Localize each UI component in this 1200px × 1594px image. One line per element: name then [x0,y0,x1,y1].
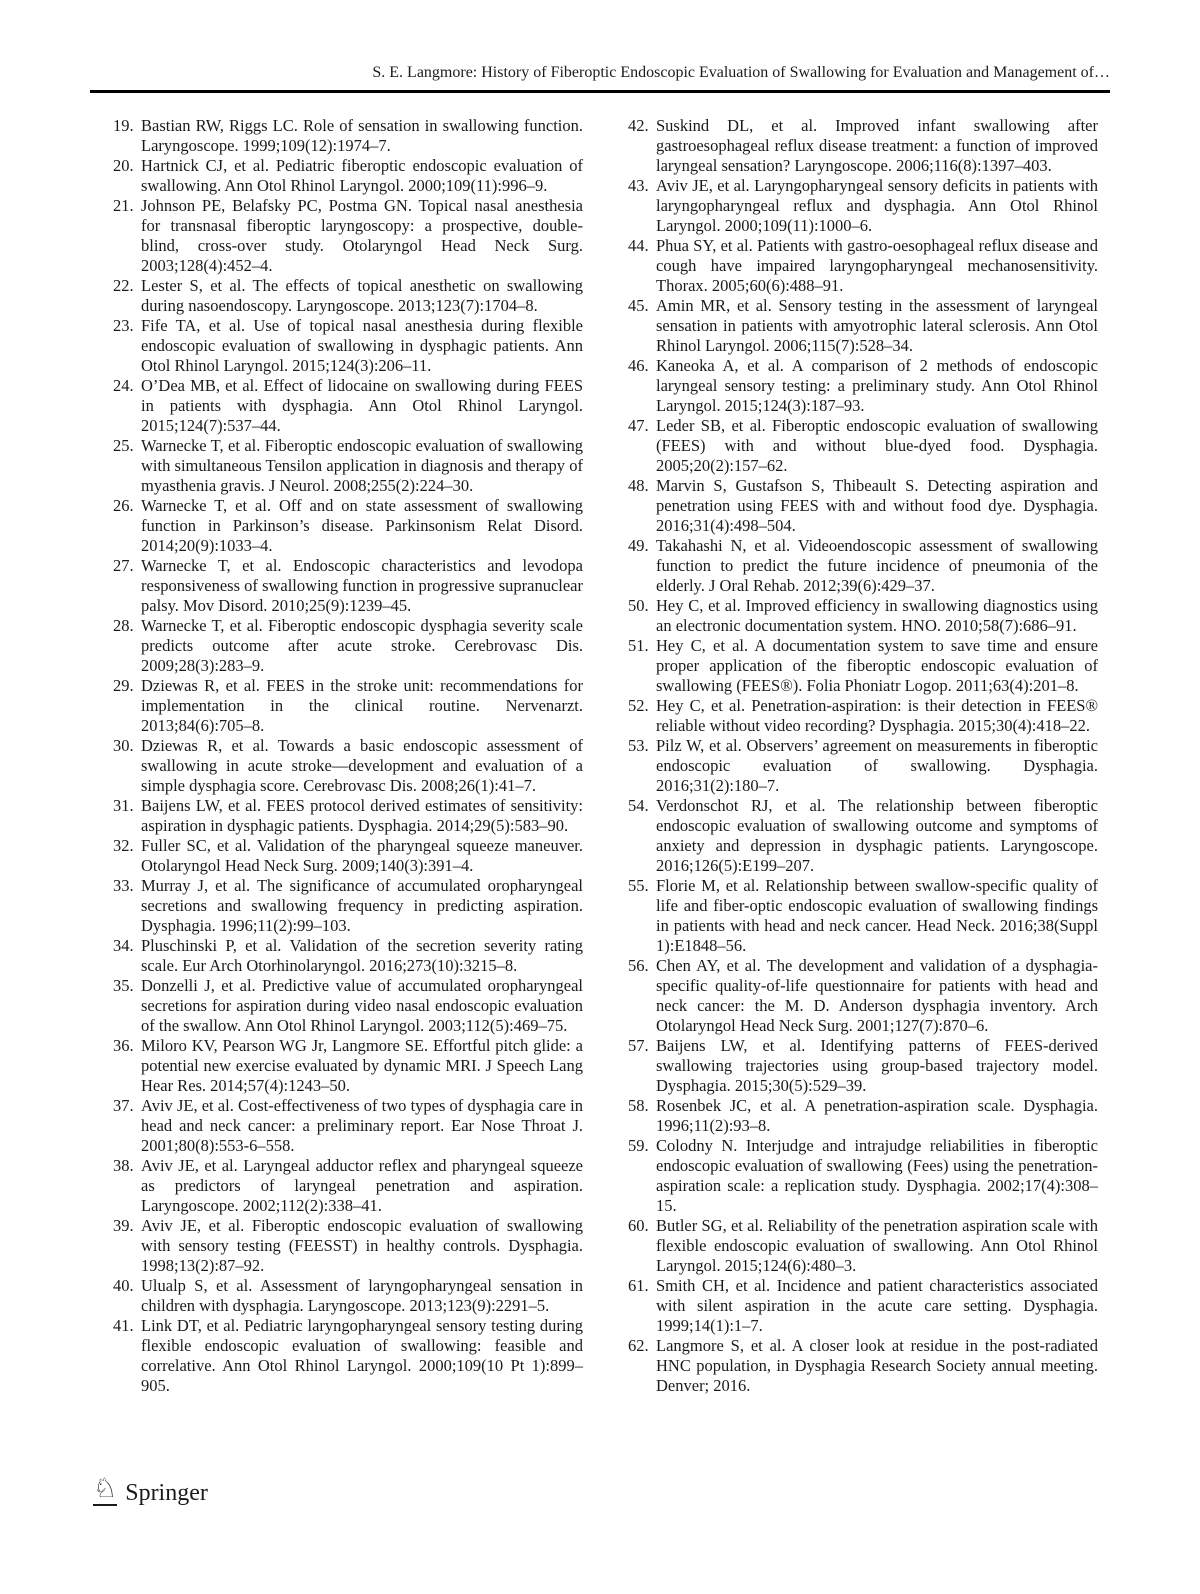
reference-number: 42. [628,116,649,135]
reference-number: 57. [628,1036,649,1055]
reference-number: 34. [113,936,134,955]
reference-item [628,1276,1098,1336]
reference-text: Hey C, et al. Penetration-aspiration: is their detection in FEES® reliable without video recording? Dysphagia. 2015;30(4):418–22. [656,696,1098,735]
reference-text: Suskind DL, et al. Improved infant swallowing after gastroesophageal reflux disease treatment: a function of improved laryngeal sensation? Laryngoscope. 2006;116(8):1397–403. [656,116,1098,175]
reference-text: Lester S, et al. The effects of topical anesthetic on swallowing during nasoendoscopy. Laryngoscope. 2013;123(7):1704–8. [141,276,583,315]
reference-text: Link DT, et al. Pediatric laryngopharyngeal sensory testing during flexible endoscopic evaluation of swallowing: feasible and correlative. Ann Otol Rhinol Laryngol. 2000;109(10 Pt 1):899–905. [141,1316,583,1395]
reference-number: 30. [113,736,134,755]
reference-text: Takahashi N, et al. Videoendoscopic assessment of swallowing function to predict the future incidence of pneumonia of the elderly. J Oral Rehab. 2012;39(6):429–37. [656,536,1098,595]
reference-text: Pluschinski P, et al. Validation of the secretion severity rating scale. Eur Arch Otorhinolaryngol. 2016;273(10):3215–8. [141,936,583,975]
reference-number: 20. [113,156,134,175]
reference-number: 28. [113,616,134,635]
reference-item [113,376,583,436]
springer-knight-icon: ♘ [93,1473,118,1504]
reference-item [113,736,583,796]
reference-item [113,676,583,736]
reference-item [628,876,1098,956]
reference-text: Hartnick CJ, et al. Pediatric fiberoptic endoscopic evaluation of swallowing. Ann Otol Rhinol Laryngol. 2000;109(11):996–9. [141,156,583,195]
reference-text: Hey C, et al. A documentation system to save time and ensure proper application of the fiberoptic endoscopic evaluation of swallowing (FEES®). Folia Phoniatr Logop. 2011;63(4):201–8. [656,636,1098,695]
reference-number: 58. [628,1096,649,1115]
reference-number: 56. [628,956,649,975]
reference-number: 37. [113,1096,134,1115]
reference-number: 50. [628,596,649,615]
reference-item [628,1336,1098,1396]
reference-text: Phua SY, et al. Patients with gastro-oesophageal reflux disease and cough have impaired laryngopharyngeal mechanosensitivity. Thorax. 2005;60(6):488–91. [656,236,1098,295]
reference-item [113,436,583,496]
reference-text: Colodny N. Interjudge and intrajudge reliabilities in fiberoptic endoscopic evaluation of swallowing (Fees) using the penetration-aspiration scale: a replication study. Dysphagia. 2002;17(4):308–15. [656,1136,1098,1215]
reference-item [113,836,583,876]
reference-text: Leder SB, et al. Fiberoptic endoscopic evaluation of swallowing (FEES) with and without blue-dyed food. Dysphagia. 2005;20(2):157–62. [656,416,1098,475]
reference-item [628,116,1098,176]
reference-number: 24. [113,376,134,395]
reference-item [628,1216,1098,1276]
reference-number: 55. [628,876,649,895]
reference-item [628,956,1098,1036]
reference-text: Ulualp S, et al. Assessment of laryngopharyngeal sensation in children with dysphagia. Laryngoscope. 2013;123(9):2291–5. [141,1276,583,1315]
publisher-logo [93,1475,208,1506]
reference-text: Donzelli J, et al. Predictive value of accumulated oropharyngeal secretions for aspiration during video nasal endoscopic evaluation of the swallow. Ann Otol Rhinol Laryngol. 2003;112(5):469–75. [141,976,583,1035]
reference-text: Fife TA, et al. Use of topical nasal anesthesia during flexible endoscopic evaluation of swallowing in dysphagic patients. Ann Otol Rhinol Laryngol. 2015;124(3):206–11. [141,316,583,375]
reference-item [113,1316,583,1396]
reference-number: 23. [113,316,134,335]
reference-item [628,596,1098,636]
reference-item [113,1096,583,1156]
reference-item [113,616,583,676]
reference-number: 51. [628,636,649,655]
reference-item [628,416,1098,476]
reference-item [113,1276,583,1316]
reference-text: Florie M, et al. Relationship between swallow-specific quality of life and fiber-optic endoscopic evaluation of swallowing findings in patients with head and neck cancer. Head Neck. 2016;38(Suppl 1):E1848–56. [656,876,1098,955]
reference-number: 29. [113,676,134,695]
reference-item [628,476,1098,536]
reference-item [113,1036,583,1096]
reference-item [113,1216,583,1276]
reference-number: 39. [113,1216,134,1235]
reference-number: 52. [628,696,649,715]
references-column-right [628,116,1098,1396]
reference-item [628,636,1098,696]
reference-text: Hey C, et al. Improved efficiency in swallowing diagnostics using an electronic documentation system. HNO. 2010;58(7):686–91. [656,596,1098,635]
reference-item [113,876,583,936]
reference-text: Aviv JE, et al. Fiberoptic endoscopic evaluation of swallowing with sensory testing (FEESST) in healthy controls. Dysphagia. 1998;13(2):87–92. [141,1216,583,1275]
reference-number: 32. [113,836,134,855]
reference-number: 36. [113,1036,134,1055]
reference-number: 44. [628,236,649,255]
reference-number: 62. [628,1336,649,1355]
reference-text: Johnson PE, Belafsky PC, Postma GN. Topical nasal anesthesia for transnasal fiberoptic laryngoscopy: a prospective, double-blind, cross-over study. Otolaryngol Head Neck Surg. 2003;128(4):452–4. [141,196,583,275]
publisher-name: Springer [125,1479,208,1506]
reference-text: Miloro KV, Pearson WG Jr, Langmore SE. Effortful pitch glide: a potential new exercise evaluated by dynamic MRI. J Speech Lang Hear Res. 2014;57(4):1243–50. [141,1036,583,1095]
reference-number: 38. [113,1156,134,1175]
reference-text: Aviv JE, et al. Laryngeal adductor reflex and pharyngeal squeeze as predictors of laryngeal penetration and aspiration. Laryngoscope. 2002;112(2):338–41. [141,1156,583,1215]
reference-text: Amin MR, et al. Sensory testing in the assessment of laryngeal sensation in patients with amyotrophic lateral sclerosis. Ann Otol Rhinol Laryngol. 2006;115(7):528–34. [656,296,1098,355]
reference-item [628,536,1098,596]
reference-item [628,736,1098,796]
reference-number: 19. [113,116,134,135]
reference-text: Smith CH, et al. Incidence and patient characteristics associated with silent aspiration in the acute care setting. Dysphagia. 1999;14(1):1–7. [656,1276,1098,1335]
reference-text: Dziewas R, et al. Towards a basic endoscopic assessment of swallowing in acute stroke—development and evaluation of a simple dysphagia score. Cerebrovasc Dis. 2008;26(1):41–7. [141,736,583,795]
reference-item [628,236,1098,296]
reference-text: Murray J, et al. The significance of accumulated oropharyngeal secretions and swallowing frequency in predicting aspiration. Dysphagia. 1996;11(2):99–103. [141,876,583,935]
reference-number: 25. [113,436,134,455]
reference-text: Pilz W, et al. Observers’ agreement on measurements in fiberoptic endoscopic evaluation of swallowing. Dysphagia. 2016;31(2):180–7. [656,736,1098,795]
reference-text: Fuller SC, et al. Validation of the pharyngeal squeeze maneuver. Otolaryngol Head Neck Surg. 2009;140(3):391–4. [141,836,583,875]
reference-text: Marvin S, Gustafson S, Thibeault S. Detecting aspiration and penetration using FEES with and without food dye. Dysphagia. 2016;31(4):498–504. [656,476,1098,535]
reference-text: Baijens LW, et al. Identifying patterns of FEES-derived swallowing trajectories using group-based trajectory model. Dysphagia. 2015;30(5):529–39. [656,1036,1098,1095]
reference-item [628,356,1098,416]
reference-number: 33. [113,876,134,895]
reference-text: Baijens LW, et al. FEES protocol derived estimates of sensitivity: aspiration in dysphagic patients. Dysphagia. 2014;29(5):583–90. [141,796,583,835]
reference-text: Dziewas R, et al. FEES in the stroke unit: recommendations for implementation in the clinical routine. Nervenarzt. 2013;84(6):705–8. [141,676,583,735]
reference-number: 21. [113,196,134,215]
reference-text: Butler SG, et al. Reliability of the penetration aspiration scale with flexible endoscopic evaluation of swallowing. Ann Otol Rhinol Laryngol. 2015;124(6):480–3. [656,1216,1098,1275]
reference-item [628,1036,1098,1096]
reference-item [628,176,1098,236]
reference-number: 27. [113,556,134,575]
reference-number: 41. [113,1316,134,1335]
reference-item [113,196,583,276]
reference-number: 40. [113,1276,134,1295]
reference-text: Langmore S, et al. A closer look at residue in the post-radiated HNC population, in Dysphagia Research Society annual meeting. Denver; 2016. [656,1336,1098,1395]
reference-number: 47. [628,416,649,435]
reference-item [113,936,583,976]
reference-number: 61. [628,1276,649,1295]
reference-text: O’Dea MB, et al. Effect of lidocaine on swallowing during FEES in patients with dysphagia. Ann Otol Rhinol Laryngol. 2015;124(7):537–44. [141,376,583,435]
reference-number: 35. [113,976,134,995]
reference-text: Warnecke T, et al. Fiberoptic endoscopic evaluation of swallowing with simultaneous Tensilon application in diagnosis and therapy of myasthenia gravis. J Neurol. 2008;255(2):224–30. [141,436,583,495]
reference-number: 46. [628,356,649,375]
reference-text: Rosenbek JC, et al. A penetration-aspiration scale. Dysphagia. 1996;11(2):93–8. [656,1096,1098,1135]
reference-number: 48. [628,476,649,495]
reference-number: 59. [628,1136,649,1155]
reference-item [113,556,583,616]
reference-item [628,1136,1098,1216]
reference-text: Chen AY, et al. The development and validation of a dysphagia-specific quality-of-life questionnaire for patients with head and neck cancer: the M. D. Anderson dysphagia inventory. Arch Otolaryngol Head Neck Surg. 2001;127(7):870–6. [656,956,1098,1035]
reference-number: 26. [113,496,134,515]
reference-item [628,296,1098,356]
reference-item [113,796,583,836]
reference-text: Warnecke T, et al. Endoscopic characteristics and levodopa responsiveness of swallowing function in progressive supranuclear palsy. Mov Disord. 2010;25(9):1239–45. [141,556,583,615]
reference-text: Aviv JE, et al. Cost-effectiveness of two types of dysphagia care in head and neck cancer: a preliminary report. Ear Nose Throat J. 2001;80(8):553-6–558. [141,1096,583,1155]
reference-number: 49. [628,536,649,555]
reference-item [113,976,583,1036]
reference-number: 45. [628,296,649,315]
reference-item [628,796,1098,876]
reference-item [113,156,583,196]
reference-number: 53. [628,736,649,755]
reference-item [113,276,583,316]
reference-number: 54. [628,796,649,815]
reference-text: Verdonschot RJ, et al. The relationship between fiberoptic endoscopic evaluation of swallowing outcome and symptoms of anxiety and depression in dysphagic patients. Laryngoscope. 2016;126(5):E199–207. [656,796,1098,875]
reference-text: Bastian RW, Riggs LC. Role of sensation in swallowing function. Laryngoscope. 1999;109(12):1974–7. [141,116,583,155]
reference-text: Warnecke T, et al. Fiberoptic endoscopic dysphagia severity scale predicts outcome after acute stroke. Cerebrovasc Dis. 2009;28(3):283–9. [141,616,583,675]
reference-number: 60. [628,1216,649,1235]
reference-item [628,1096,1098,1136]
reference-number: 43. [628,176,649,195]
reference-item [113,316,583,376]
reference-item [113,496,583,556]
reference-number: 22. [113,276,134,295]
references-column-left [113,116,583,1396]
reference-text: Kaneoka A, et al. A comparison of 2 methods of endoscopic laryngeal sensory testing: a preliminary study. Ann Otol Rhinol Laryngol. 2015;124(3):187–93. [656,356,1098,415]
reference-text: Warnecke T, et al. Off and on state assessment of swallowing function in Parkinson’s disease. Parkinsonism Relat Disord. 2014;20(9):1033–4. [141,496,583,555]
header-rule [90,90,1110,93]
reference-text: Aviv JE, et al. Laryngopharyngeal sensory deficits in patients with laryngopharyngeal reflux and dysphagia. Ann Otol Rhinol Laryngol. 2000;109(11):1000–6. [656,176,1098,235]
reference-item [113,116,583,156]
reference-item [113,1156,583,1216]
reference-item [628,696,1098,736]
running-head: S. E. Langmore: History of Fiberoptic Endoscopic Evaluation of Swallowing for Evaluation and Management of… [372,64,1110,81]
reference-number: 31. [113,796,134,815]
